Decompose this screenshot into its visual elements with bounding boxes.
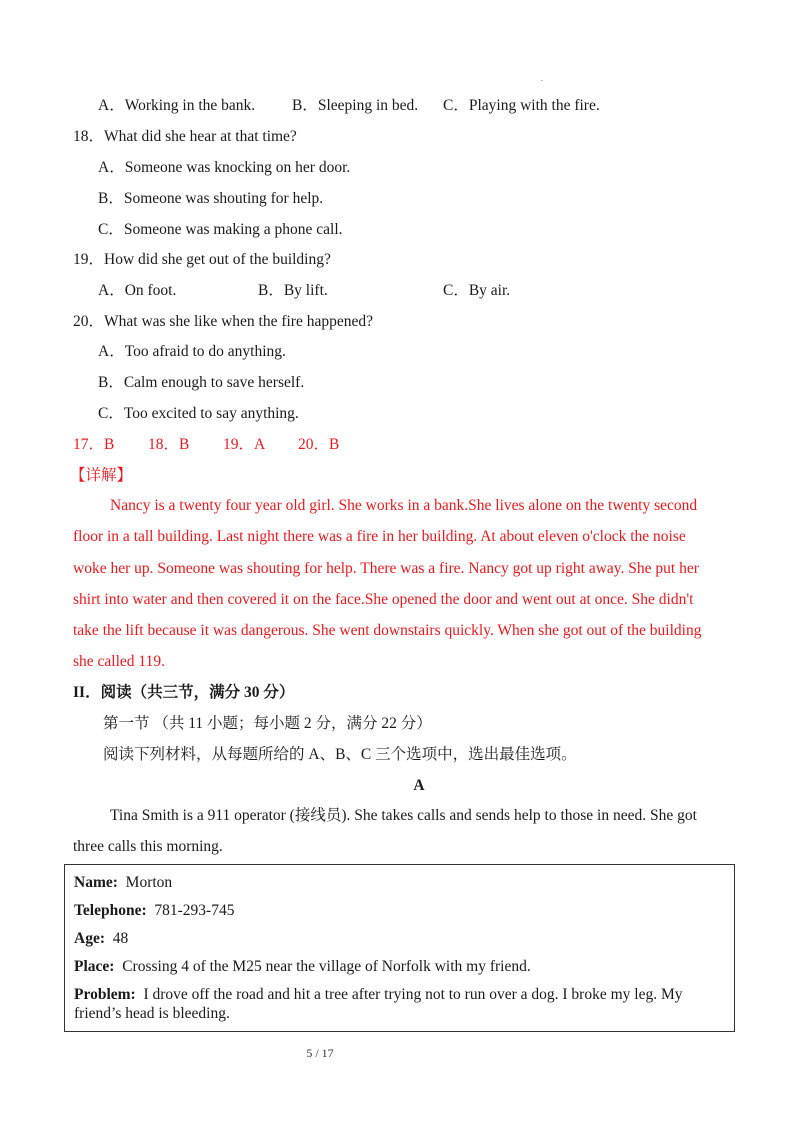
q19-stem: 19．How did she get out of the building? xyxy=(73,251,331,268)
q19-option-b: B．By lift. xyxy=(258,282,328,299)
call-telephone-key: Telephone: xyxy=(74,902,147,919)
scan-speck xyxy=(541,80,543,81)
call-problem-value: I drove off the road and hit a tree after trying not to run over a dog. I broke my leg. My friend’s head is bleeding. xyxy=(74,986,683,1022)
q18-option-b: B．Someone was shouting for help. xyxy=(98,190,324,207)
explanation-line: shirt into water and then covered it on the face.She opened the door and went out at once. She didn't xyxy=(73,591,694,608)
call-problem-key: Problem: xyxy=(74,986,136,1003)
explanation-line: woke her up. Someone was shouting for help. There was a fire. Nancy got up right away. She put her xyxy=(73,560,699,577)
q19-option-a: A．On foot. xyxy=(98,282,177,299)
part-heading: 第一节 （共 11 小题；每小题 2 分，满分 22 分） xyxy=(103,715,432,732)
call-name-value: Morton xyxy=(125,874,173,891)
call-place-row xyxy=(74,957,531,976)
call-place-key: Place: xyxy=(74,958,115,975)
answer-19: 19．A xyxy=(223,436,266,453)
instruction: 阅读下列材料，从每题所给的 A、B、C 三个选项中，选出最佳选项。 xyxy=(103,746,577,763)
answer-18: 18．B xyxy=(148,436,190,453)
passage-intro-line: Tina Smith is a 911 operator (接线员). She takes calls and sends help to those in need. She got xyxy=(110,807,697,824)
call-telephone-value: 781-293-745 xyxy=(154,902,235,919)
answer-20: 20．B xyxy=(298,436,340,453)
call-place-value: Crossing 4 of the M25 near the village of Norfolk with my friend. xyxy=(122,958,531,975)
call-telephone-row xyxy=(74,901,234,920)
call-age-value: 48 xyxy=(112,930,129,947)
q20-stem: 20．What was she like when the fire happened? xyxy=(73,313,373,330)
section-title: II．阅读（共三节，满分 30 分） xyxy=(73,684,295,701)
q17-option-c: C．Playing with the fire. xyxy=(443,97,600,114)
q18-option-a: A．Someone was knocking on her door. xyxy=(98,159,351,176)
call-card xyxy=(64,864,735,1032)
call-name-row xyxy=(74,873,172,892)
call-name-key: Name: xyxy=(74,874,118,891)
q20-option-c: C．Too excited to say anything. xyxy=(98,405,299,422)
explanation-line: floor in a tall building. Last night there was a fire in her building. At about eleven o'clock the noise xyxy=(73,528,686,545)
q17-option-a: A．Working in the bank. xyxy=(98,97,256,114)
q18-stem: 18．What did she hear at that time? xyxy=(73,128,297,145)
explanation-line: Nancy is a twenty four year old girl. She works in a bank.She lives alone on the twenty second xyxy=(110,497,698,514)
q20-option-b: B．Calm enough to save herself. xyxy=(98,374,305,391)
call-age-row xyxy=(74,929,128,948)
q20-option-a: A．Too afraid to do anything. xyxy=(98,343,286,360)
explanation-line: take the lift because it was dangerous. She went downstairs quickly. When she got out of the building xyxy=(73,622,702,639)
explanation-line: she called 119. xyxy=(73,653,165,670)
explanation-heading: 【详解】 xyxy=(70,467,133,484)
q19-option-c: C．By air. xyxy=(443,282,511,299)
answer-17: 17．B xyxy=(73,436,115,453)
call-age-key: Age: xyxy=(74,930,105,947)
q17-option-b: B．Sleeping in bed. xyxy=(292,97,419,114)
page-number: 5 / 17 xyxy=(306,1046,334,1060)
passage-intro-line: three calls this morning. xyxy=(73,838,223,855)
passage-label: A xyxy=(413,777,425,794)
q18-option-c: C．Someone was making a phone call. xyxy=(98,221,343,238)
call-problem-row xyxy=(74,985,719,1023)
